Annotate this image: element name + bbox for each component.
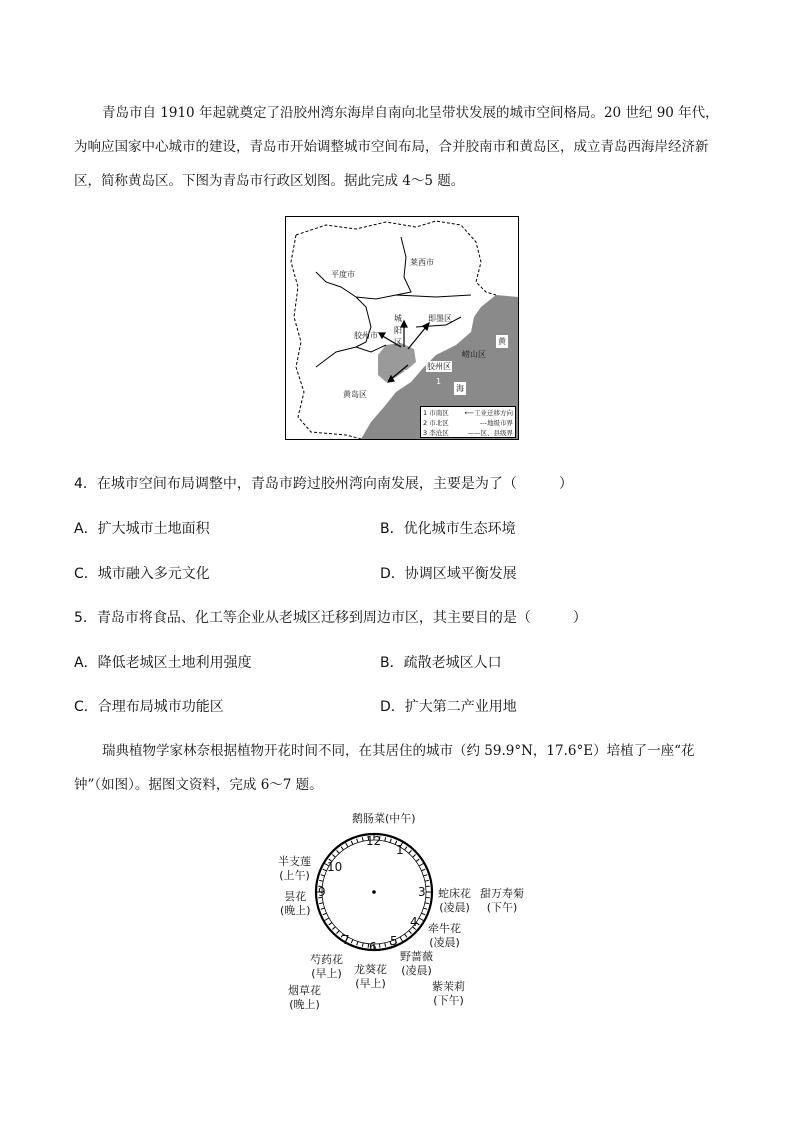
clock-number: 4: [410, 915, 418, 929]
map-label-jiaozhouqu: 胶州区: [427, 362, 451, 371]
q5-option-b[interactable]: B．疏散老城区人口: [380, 655, 502, 671]
flower-label-tianwanshouju: 甜万寿菊 (下午): [480, 887, 524, 914]
map-label-jiaozhou: 胶州市: [354, 331, 378, 340]
clock-center-dot: [372, 890, 376, 894]
clock-number: 9: [318, 885, 326, 899]
flower-label-shechuanghua: 蛇床花 (凌晨): [438, 887, 471, 914]
legend-item: ——区、县级界: [467, 429, 513, 437]
legend-item: 1 市南区: [423, 409, 449, 417]
clock-number: 10: [327, 860, 343, 874]
q5-option-a[interactable]: A．降低老城区土地利用强度: [74, 655, 252, 671]
legend-item: 2 市北区: [423, 419, 449, 427]
map-label-hai: 海: [456, 384, 464, 393]
q4-option-d[interactable]: D．协调区域平衡发展: [380, 566, 517, 582]
q4-option-c[interactable]: C．城市融入多元文化: [74, 566, 210, 582]
question-5-stem: 5．青岛市将食品、化工等企业从老城区迁移到周边市区，其主要目的是（ ）: [74, 610, 587, 626]
question-4-stem: 4．在城市空间布局调整中，青岛市跨过胶州湾向南发展，主要是为了（ ）: [74, 476, 573, 492]
map-label-n3: 3: [418, 349, 424, 358]
q4-option-a[interactable]: A．扩大城市土地面积: [74, 521, 210, 537]
flower-label-banzhilian: 半支莲 (上午): [278, 855, 311, 882]
flower-label-shaoyaohua: 芍药花 (早上): [310, 953, 343, 980]
map-label-laoshan: 崂山区: [462, 350, 486, 359]
map-label-pingdu: 平度市: [331, 270, 355, 279]
map-legend: [420, 406, 516, 438]
clock-number: 6: [369, 940, 377, 954]
map-label-huangdao: 黄岛区: [343, 390, 367, 399]
q4-option-b[interactable]: B．优化城市生态环境: [380, 521, 516, 537]
flower-label-zimoli: 紫茉莉 (下午): [432, 980, 465, 1007]
clock-number: 7: [342, 933, 350, 947]
legend-item: 3 李沧区: [423, 429, 449, 437]
map-label-n2: 2: [403, 369, 409, 378]
flower-label-tanhua: 昙花 (晚上): [280, 890, 311, 917]
map-label-jimo: 即墨区: [428, 314, 452, 323]
intro-paragraph-2: 瑞典植物学家林奈根据植物开花时间不同，在其居住的城市（约 59.9°N，17.6°E）培植了一座“花钟”（如图）。据图文资料，完成 6～7 题。: [74, 743, 695, 793]
flower-label-yeqiangwei: 野蔷薇 (凌晨): [400, 950, 433, 977]
clock-number: 3: [418, 885, 426, 899]
legend-item: ⟵工业迁移方向: [464, 409, 513, 417]
q5-option-c[interactable]: C．合理布局城市功能区: [74, 699, 224, 715]
map-label-laixi: 莱西市: [410, 258, 434, 267]
q5-option-d[interactable]: D．扩大第二产业用地: [380, 699, 517, 715]
clock-number: 5: [390, 934, 398, 948]
map-label-huang: 黄: [498, 337, 506, 346]
flower-label-yancaohua: 烟草花 (晚上): [288, 984, 321, 1011]
intro-paragraph-1: 青岛市自 1910 年起就奠定了沿胶州湾东海岸自南向北呈带状发展的城市空间格局。20 世纪 90 年代，为响应国家中心城市的建设，青岛市开始调整城市空间布局，合并胶南市和黄岛区，成立青岛西海岸经济新区，简称黄岛区。下图为青岛市行政区划图。据此完成 4～5 题。: [74, 105, 719, 189]
legend-item: ---地级市界: [479, 419, 513, 427]
flower-label-ezhangcai: 鹅肠菜(中午): [352, 812, 416, 825]
flower-label-longkuihua: 龙葵花 (早上): [354, 963, 387, 990]
clock-number: 1: [396, 843, 404, 857]
flower-label-qianniuhua: 牵牛花 (凌晨): [428, 922, 461, 949]
map-label-n1: 1: [436, 377, 442, 386]
clock-number: 12: [366, 834, 382, 848]
map-label-chengyang: 城阳区: [394, 314, 402, 347]
